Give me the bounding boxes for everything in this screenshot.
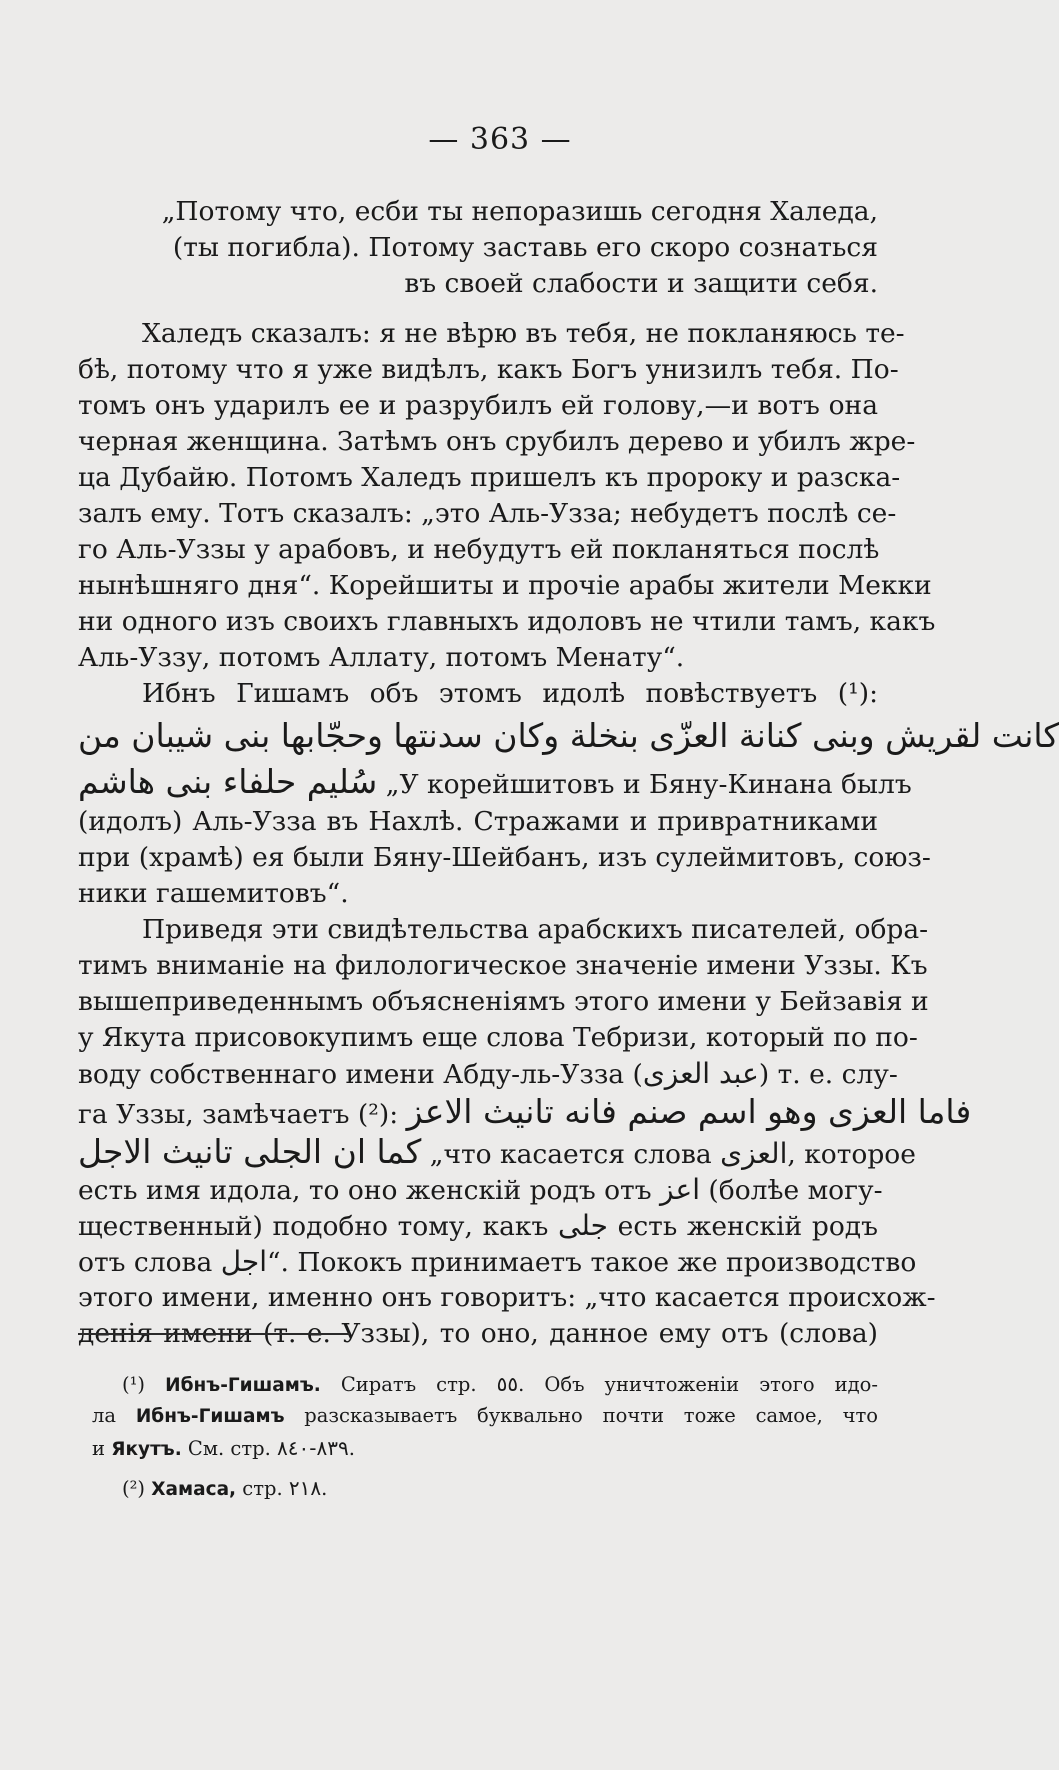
footnote-divider xyxy=(78,1333,350,1335)
text-line: вышеприведеннымъ объясненіямъ этого имени у Бейзавія и xyxy=(78,986,929,1017)
arabic-quote-line xyxy=(78,712,1059,760)
arabic-text: جلى xyxy=(558,1209,608,1242)
text-span: . xyxy=(321,1477,328,1500)
text-line: Ибнъ Гишамъ объ этомъ идолѣ повѣствуетъ (¹): xyxy=(142,678,878,709)
text-line: Приведя эти свидѣтельства арабскихъ писателей, обра- xyxy=(142,914,929,945)
paragraph-gap xyxy=(78,302,878,316)
text-span: воду собственнаго имени Абду-ль-Узза ( xyxy=(78,1059,643,1090)
text-line: го Аль-Уззы у арабовъ, и небудутъ ей покланяться послѣ xyxy=(78,534,880,565)
arabic-text: فاما العزى وهو اسم صنم فانه تانيث الاعز xyxy=(406,1092,972,1131)
text-line: этого имени, именно онъ говоритъ: „что касается происхож- xyxy=(78,1282,936,1313)
text-line: ца Дубайю. Потомъ Халедъ пришелъ къ пророку и разска- xyxy=(78,462,901,493)
text-line xyxy=(78,760,912,804)
text-span: (болѣе могу- xyxy=(708,1175,883,1206)
main-text xyxy=(78,194,1059,1352)
text-line xyxy=(78,1132,916,1172)
footnotes xyxy=(92,1368,878,1504)
text-span: стр. xyxy=(242,1477,283,1500)
text-span: разсказываетъ буквально почти тоже самое, что xyxy=(304,1404,878,1427)
text-span: есть имя идола, то оно женскій родъ отъ xyxy=(78,1175,652,1206)
arabic-text: كما ان الجلى تانيث الاجل xyxy=(78,1132,422,1171)
text-line xyxy=(78,1244,917,1280)
arabic-text: اعز xyxy=(660,1173,700,1206)
arabic-text: سُليم حلفاء بنى هاشم xyxy=(78,762,378,801)
source-name: Хамаса, xyxy=(151,1479,237,1500)
text-span: См. стр. xyxy=(187,1437,271,1460)
footnote-mark: (¹) xyxy=(122,1373,146,1396)
text-line: тимъ вниманіе на филологическое значеніе имени Уззы. Къ xyxy=(78,950,928,981)
text-line: томъ онъ ударилъ ее и разрубилъ ей голову,—и вотъ она xyxy=(78,390,878,421)
text-span: ла xyxy=(92,1404,117,1427)
text-span: ) т. е. слу- xyxy=(758,1059,898,1090)
text-line: ни одного изъ своихъ главныхъ идоловъ не чтили тамъ, какъ xyxy=(78,606,936,637)
text-line: (идолъ) Аль-Узза въ Нахлѣ. Стражами и привратниками xyxy=(78,806,878,837)
text-line xyxy=(78,1208,878,1244)
arabic-numeral: ٥٥ xyxy=(496,1372,519,1396)
author-name: Ибнъ-Гишамъ xyxy=(135,1406,285,1427)
text-line: въ своей слабости и защити себя. xyxy=(404,268,878,299)
text-line: залъ ему. Тотъ сказалъ: „это Аль-Узза; небудетъ послѣ се- xyxy=(78,498,897,529)
arabic-text: كانت لقريش وبنى كنانة العزّى بنخلة وكان سدنتها وحجّابها بنى شيبان من xyxy=(78,716,1059,755)
author-name: Якутъ. xyxy=(111,1439,182,1460)
arabic-numeral: ٢١٨ xyxy=(288,1476,322,1500)
arabic-text: اجل xyxy=(220,1245,267,1278)
text-line: бѣ, потому что я уже видѣлъ, какъ Богъ унизилъ тебя. По- xyxy=(78,354,899,385)
text-span: щественный) подобно тому, какъ xyxy=(78,1211,549,1242)
text-line: денія имени (т. е. Уззы), то оно, данное ему отъ (слова) xyxy=(78,1318,878,1349)
text-span: га Уззы, замѣчаетъ (²): xyxy=(78,1099,399,1130)
text-line: Аль-Уззу, потомъ Аллату, потомъ Менату“. xyxy=(78,642,685,673)
text-span: „что касается слова xyxy=(429,1139,712,1170)
footnote-line xyxy=(92,1368,878,1400)
text-span: . Объ уничтоженіи этого идо- xyxy=(518,1373,878,1396)
text-span: отъ слова xyxy=(78,1247,213,1278)
text-line: нынѣшняго дня“. Корейшиты и прочіе арабы жители Мекки xyxy=(78,570,932,601)
footnote-mark: (²) xyxy=(122,1477,146,1500)
footnote-line xyxy=(92,1400,878,1432)
text-span: . xyxy=(348,1437,355,1460)
text-line: ники гашемитовъ“. xyxy=(78,878,349,909)
arabic-text: العزى xyxy=(720,1137,788,1170)
arabic-numeral: ٨٣٩-٨٤٠ xyxy=(277,1436,349,1460)
text-line xyxy=(78,1056,898,1092)
text-span: Сиратъ стр. xyxy=(340,1373,477,1396)
text-line xyxy=(78,1172,883,1208)
text-span: есть женскій родъ xyxy=(617,1211,878,1242)
footnote-line xyxy=(92,1432,878,1464)
arabic-text: عبد العزى xyxy=(642,1057,759,1090)
text-line: при (храмѣ) ея были Бяну-Шейбанъ, изъ сулеймитовъ, союз- xyxy=(78,842,931,873)
text-line: Халедъ сказалъ: я не вѣрю въ тебя, не покланяюсь те- xyxy=(142,318,905,349)
text-span: “. Пококъ принимаетъ такое же производство xyxy=(266,1247,917,1278)
text-span: , которое xyxy=(787,1139,916,1170)
author-name: Ибнъ-Гишамъ. xyxy=(165,1375,321,1396)
text-line: черная женщина. Затѣмъ онъ срубилъ дерево и убилъ жре- xyxy=(78,426,916,457)
text-line: (ты погибла). Потому заставь его скоро сознаться xyxy=(172,232,878,263)
text-span: „У корейшитовъ и Бяну-Кинана былъ xyxy=(385,769,912,800)
page-number: — 363 — xyxy=(428,122,572,157)
text-line xyxy=(78,1092,972,1132)
text-line: у Якута присовокупимъ еще слова Тебризи, который по по- xyxy=(78,1022,918,1053)
text-line: „Потому что, есби ты непоразишь сегодня Халеда, xyxy=(161,196,878,227)
footnote-line xyxy=(92,1472,878,1504)
text-span: и xyxy=(92,1437,105,1460)
